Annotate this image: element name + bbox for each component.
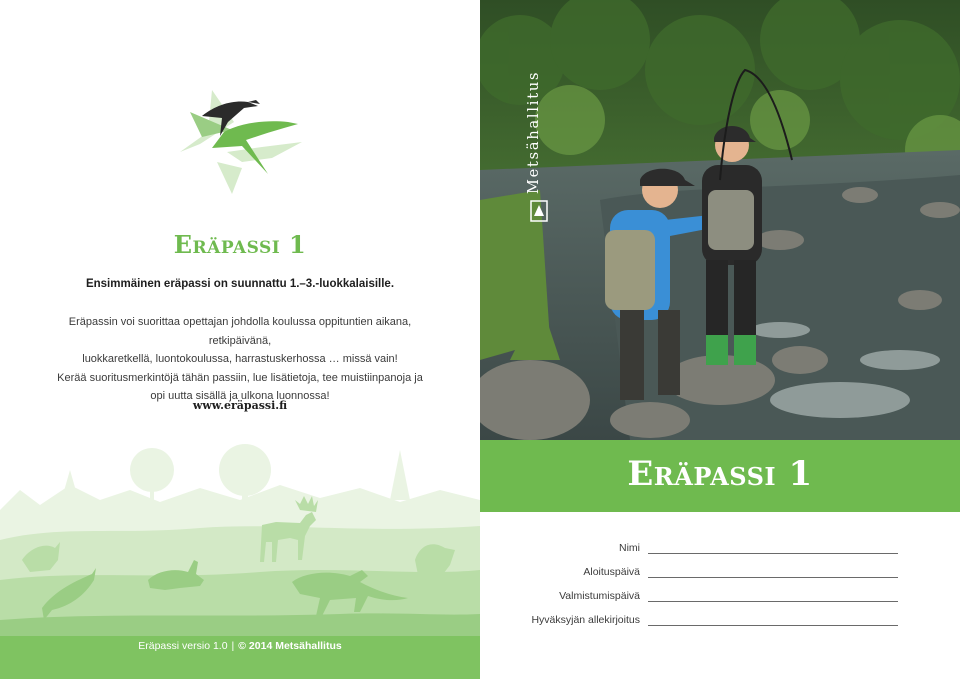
field-start-date [480,564,960,584]
website-link[interactable]: www.eräpassi.fi [192,399,288,412]
flying-birds-logo [172,82,312,202]
description-line: Kerää suoritusmerkintöjä tähän passiin, lue lisätietoja, tee muistiinpanoja ja [57,371,423,384]
target-audience-note: Ensimmäinen eräpassi on suunnattu 1.–3.-luokkalaisille. [85,278,395,290]
copyright-label: © 2014 Metsähallitus [238,640,342,652]
field-line [648,577,898,578]
field-label: Hyväksyjän allekirjoitus [531,614,640,626]
description-line: opi uutta sisällä ja ulkona luonnossa! [150,390,330,402]
description [40,313,440,406]
metsahallitus-brand [526,24,550,224]
description-line: luokkaretkellä, luontokoulussa, harrastuskerhossa … missä vain! [82,353,398,365]
field-name [480,540,960,560]
field-label: Nimi [619,542,640,554]
front-cover [480,0,960,679]
left-page-title: Eräpassi 1 [173,230,307,259]
field-line [648,625,898,626]
title-band [480,440,960,512]
metsahallitus-emblem [530,200,548,222]
footer-separator: | [231,640,235,652]
front-cover-title: Eräpassi 1 [627,454,813,494]
field-line [648,553,898,554]
field-approver-signature [480,612,960,632]
field-label: Aloituspäivä [583,566,640,578]
footer-credit [0,640,480,652]
description-line: Eräpassin voi suorittaa opettajan johdolla koulussa oppituntien aikana, retkipäivänä, [68,316,412,347]
brand-wordmark: Metsähallitus [526,70,542,194]
version-label: Eräpassi versio 1.0 [138,640,228,652]
field-label: Valmistumispäivä [559,590,640,602]
field-line [648,601,898,602]
fishing-kids-photo [480,0,960,440]
field-completion-date [480,588,960,608]
